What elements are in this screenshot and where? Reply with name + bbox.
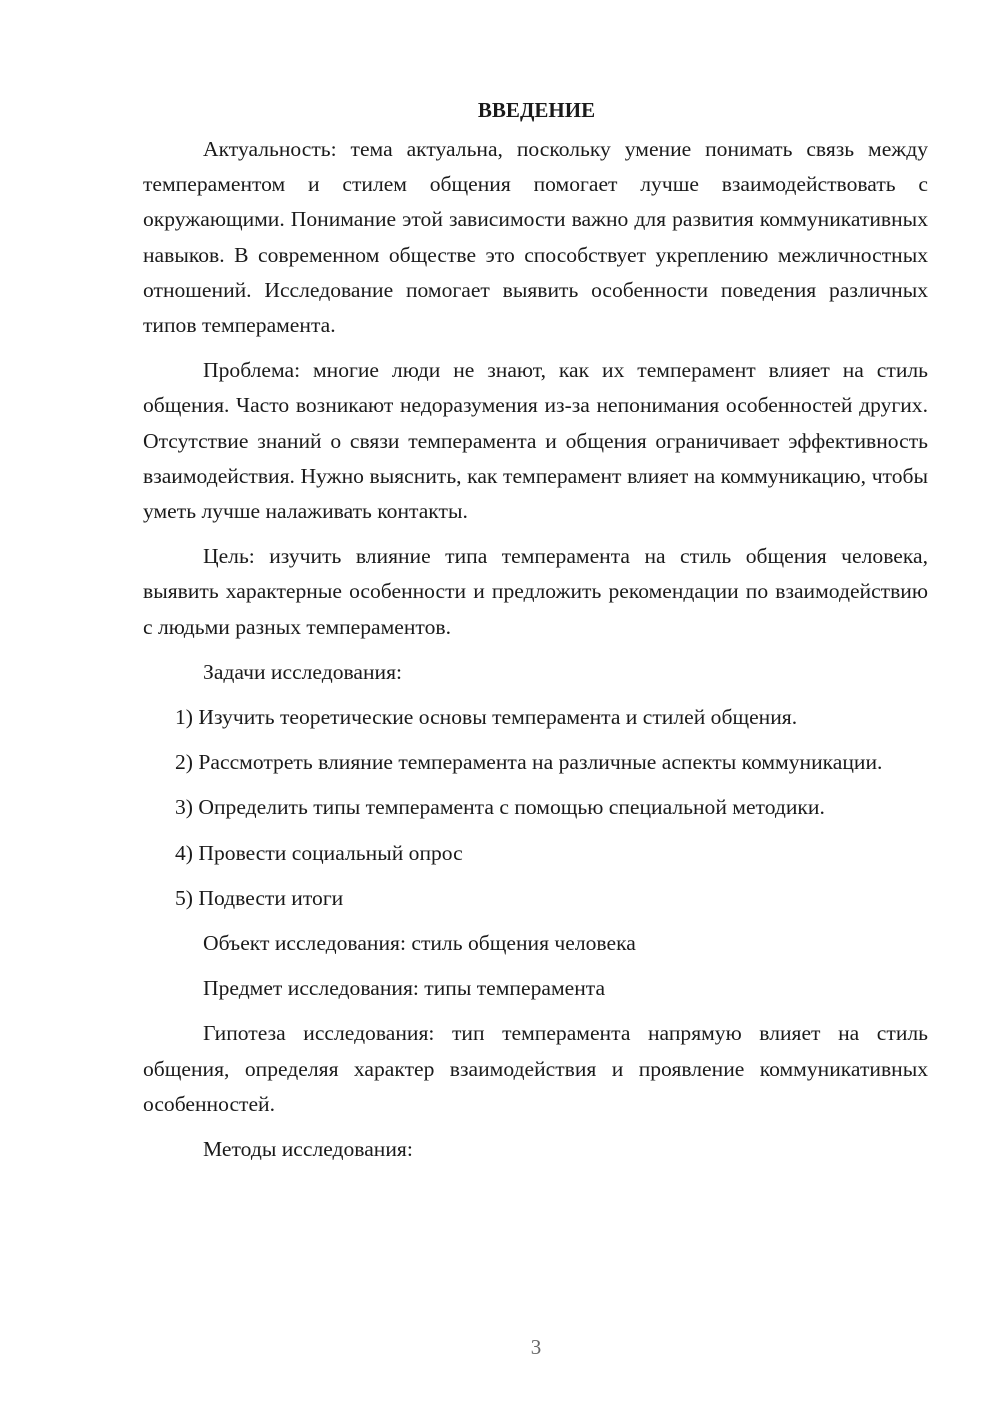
tasks-heading: Задачи исследования:	[203, 659, 403, 684]
task-item: 5) Подвести итоги	[175, 885, 344, 910]
relevance-paragraph: Актуальность: тема актуальна, поскольку умение понимать связь между темпераментом и стилем общения помогает лучше взаимодействовать с окружающими. Понимание этой зависимости важно для развития коммуникативных навыков. В современном обществе это способствует укреплению межличностных отношений. Исследование помогает выявить особенности поведения различных типов темперамента.	[143, 137, 928, 338]
task-item: 1) Изучить теоретические основы темперамента и стилей общения.	[175, 705, 798, 730]
section-heading: ВВЕДЕНИЕ	[477, 98, 596, 122]
methods-heading: Методы исследования:	[203, 1137, 413, 1162]
research-object: Объект исследования: стиль общения человека	[203, 931, 636, 956]
problem-paragraph: Проблема: многие люди не знают, как их темперамент влияет на стиль общения. Часто возникают недоразумения из-за непонимания особенностей других. Отсутствие знаний о связи темперамента и общения ограничивает эффективность взаимодействия. Нужно выяснить, как темперамент влияет на коммуникацию, чтобы уметь лучше налаживать контакты.	[143, 358, 928, 524]
research-subject: Предмет исследования: типы темперамента	[203, 976, 606, 1001]
task-item: 4) Провести социальный опрос	[175, 840, 463, 865]
task-item: 2) Рассмотреть влияние темперамента на различные аспекты коммуникации.	[175, 750, 883, 775]
document-body	[143, 92, 928, 1177]
task-item: 3) Определить типы темперамента с помощью специальной методики.	[175, 795, 825, 820]
page-number: 3	[530, 1335, 542, 1359]
tasks-list	[143, 700, 928, 916]
goal-paragraph: Цель: изучить влияние типа темперамента на стиль общения человека, выявить характерные особенности и предложить рекомендации по взаимодействию с людьми разных темпераментов.	[143, 544, 928, 639]
hypothesis-paragraph: Гипотеза исследования: тип темперамента напрямую влияет на стиль общения, определяя характер взаимодействия и проявление коммуникативных особенностей.	[143, 1021, 928, 1116]
